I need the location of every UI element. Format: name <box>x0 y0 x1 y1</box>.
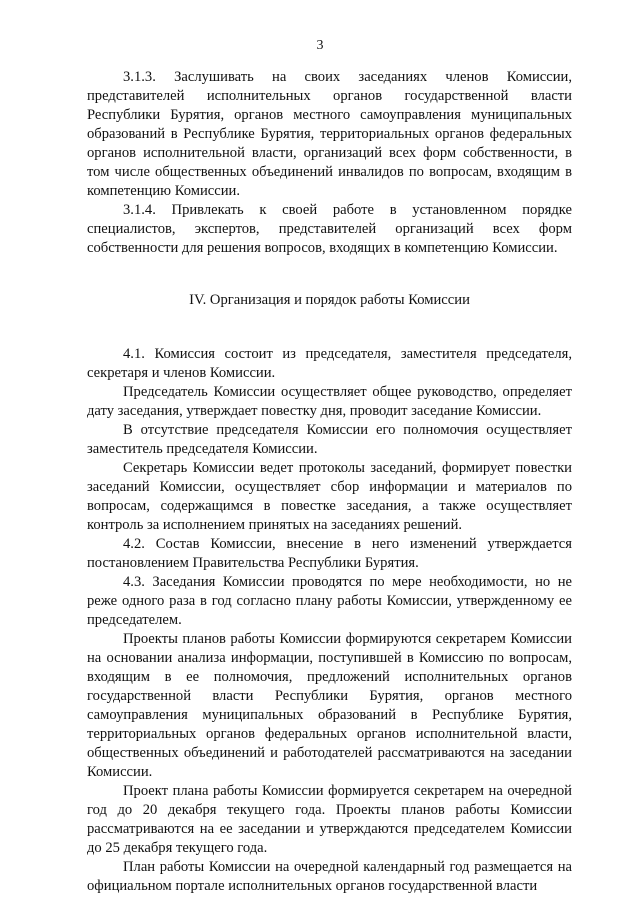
section-heading: IV. Организация и порядок работы Комиссии <box>189 292 470 308</box>
paragraph-plan-publication: План работы Комиссии на очередной календарный год размещается на официальном портале исполнительных органов государственной власти <box>87 859 572 894</box>
paragraph-deputy: В отсутствие председателя Комиссии его полномочия осуществляет заместитель председателя Комиссии. <box>87 422 572 457</box>
paragraph-4-1: 4.1. Комиссия состоит из председателя, заместителя председателя, секретаря и членов Комиссии. <box>87 346 572 381</box>
paragraph-plan-drafts: Проекты планов работы Комиссии формируются секретарем Комиссии на основании анализа информации, поступившей в Комиссию по вопросам, входящим в ее полномочия, предложений исполнительных органов государственной власти Республики Бурятия, органов местного самоуправления муниципальных образований в Республике Бурятия, территориальных органов федеральных органов исполнительной власти, общественных объединений и работодателей рассматриваются на заседании Комиссии. <box>87 631 572 780</box>
paragraph-3-1-4: 3.1.4. Привлекать к своей работе в установленном порядке специалистов, экспертов, представителей организаций всех форм собственности для решения вопросов, входящих в компетенцию Комиссии. <box>87 202 572 256</box>
paragraph-secretary: Секретарь Комиссии ведет протоколы заседаний, формирует повестки заседаний Комиссии, осуществляет сбор информации и материалов по вопросам, содержащимся в повестке заседания, а также осуществляет контроль за исполнением принятых на заседаниях решений. <box>87 460 572 533</box>
page-number: 3 <box>316 38 324 53</box>
paragraph-3-1-3: 3.1.3. Заслушивать на своих заседаниях членов Комиссии, представителей исполнительных органов государственной власти Республики Бурятия, органов местного самоуправления муниципальных образований в Республике Бурятия, территориальных органов федеральных органов исполнительной власти, организаций всех форм собственности, в том числе общественных объединений инвалидов по вопросам, входящим в компетенцию Комиссии. <box>87 69 572 199</box>
page-body <box>87 68 572 896</box>
paragraph-plan-draft-deadline: Проект плана работы Комиссии формируется секретарем на очередной год до 20 декабря текущего года. Проекты планов работы Комиссии рассматриваются на ее заседании и утверждаются председателем Комиссии до 25 декабря текущего года. <box>87 783 572 856</box>
paragraph-4-2: 4.2. Состав Комиссии, внесение в него изменений утверждается постановлением Правительства Республики Бурятия. <box>87 536 572 571</box>
paragraph-chairman: Председатель Комиссии осуществляет общее руководство, определяет дату заседания, утверждает повестку дня, проводит заседание Комиссии. <box>87 384 572 419</box>
paragraph-4-3: 4.3. Заседания Комиссии проводятся по мере необходимости, но не реже одного раза в год согласно плану работы Комиссии, утвержденному ее председателем. <box>87 574 572 628</box>
